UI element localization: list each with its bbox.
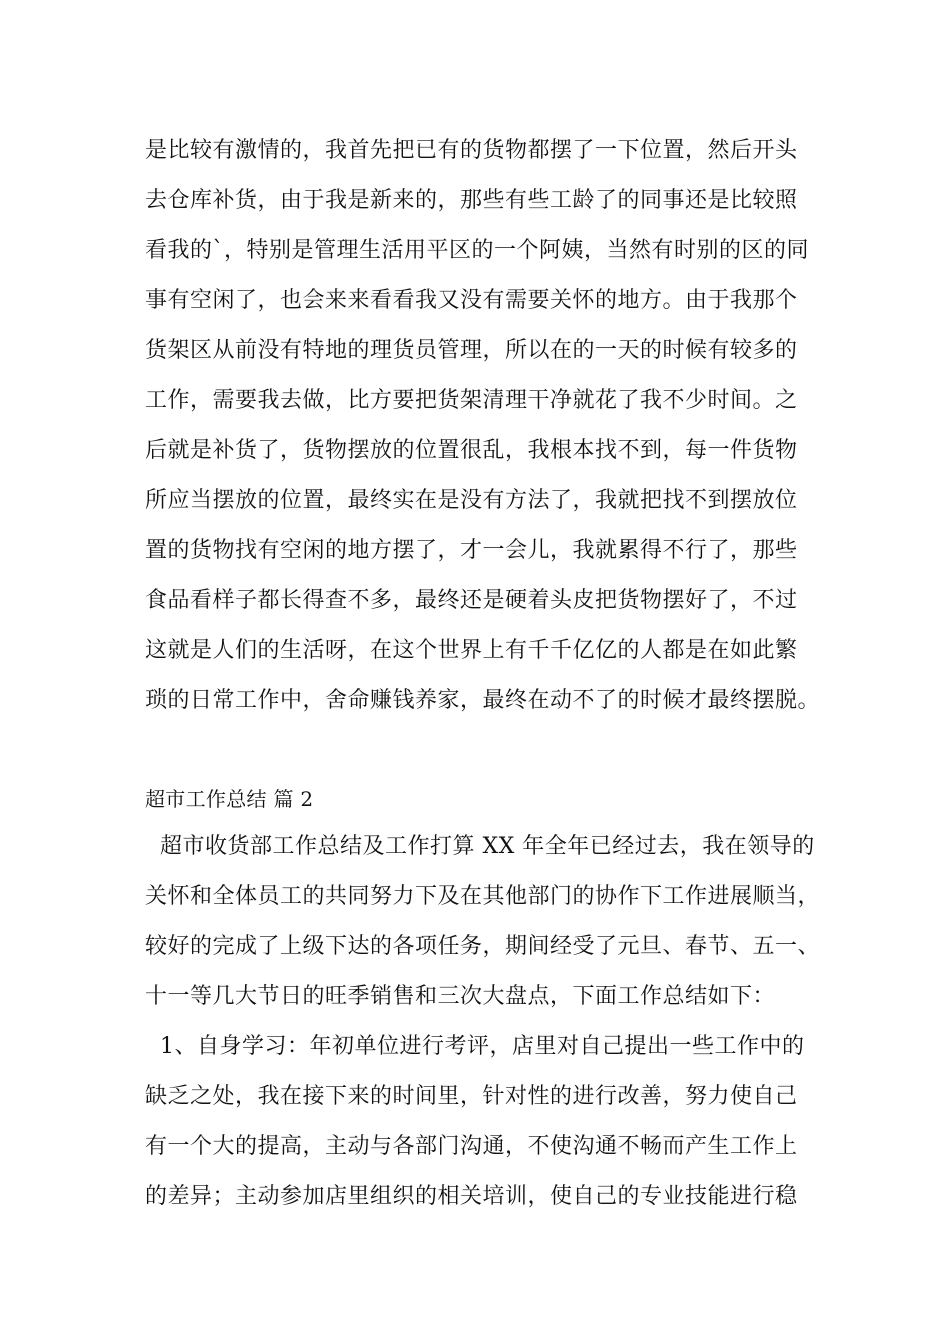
text-line: 这就是人们的生活呀，在这个世界上有千千亿亿的人都是在如此繁 (145, 638, 798, 663)
text-line: 货架区从前没有特地的理货员管理，所以在的一天的时候有较多的 (145, 338, 798, 363)
text-line: 琐的日常工作中，舍命赚钱养家，最终在动不了的时候才最终摆脱。 (145, 688, 821, 713)
text-line: 有一个大的提高，主动与各部门沟通，不使沟通不畅而产生工作上 (145, 1134, 798, 1159)
text-line: 置的货物找有空闲的地方摆了，才一会儿，我就累得不行了，那些 (145, 538, 798, 563)
section-heading: 超市工作总结 篇 2 (145, 787, 314, 811)
text-line: 1、自身学习：年初单位进行考评，店里对自己提出一些工作中的 (145, 1034, 805, 1059)
text-line: 超市收货部工作总结及工作打算 XX 年全年已经过去，我在领导的 (145, 834, 815, 859)
text-line: 较好的完成了上级下达的各项任务，期间经受了元旦、春节、五一、 (145, 934, 821, 959)
text-line: 十一等几大节日的旺季销售和三次大盘点，下面工作总结如下： (145, 984, 776, 1009)
text-line: 工作，需要我去做，比方要把货架清理干净就花了我不少时间。之 (145, 388, 798, 413)
text-line: 食品看样子都长得查不多，最终还是硬着头皮把货物摆好了，不过 (145, 588, 798, 613)
text-line: 所应当摆放的位置，最终实在是没有方法了，我就把找不到摆放位 (145, 488, 798, 513)
text-line: 是比较有激情的，我首先把已有的货物都摆了一下位置，然后开头 (145, 138, 798, 163)
text-line: 缺乏之处，我在接下来的时间里，针对性的进行改善，努力使自己 (145, 1084, 798, 1109)
text-line: 的差异；主动参加店里组织的相关培训，使自己的专业技能进行稳 (145, 1184, 798, 1209)
text-line: 看我的`，特别是管理生活用平区的一个阿姨，当然有时别的区的同 (145, 238, 810, 263)
text-line: 关怀和全体员工的共同努力下及在其他部门的协作下工作进展顺当， (145, 884, 821, 909)
text-line: 后就是补货了，货物摆放的位置很乱，我根本找不到，每一件货物 (145, 438, 798, 463)
text-line: 事有空闲了，也会来来看看我又没有需要关怀的地方。由于我那个 (145, 288, 798, 313)
text-line: 去仓库补货，由于我是新来的，那些有些工龄了的同事还是比较照 (145, 188, 798, 213)
